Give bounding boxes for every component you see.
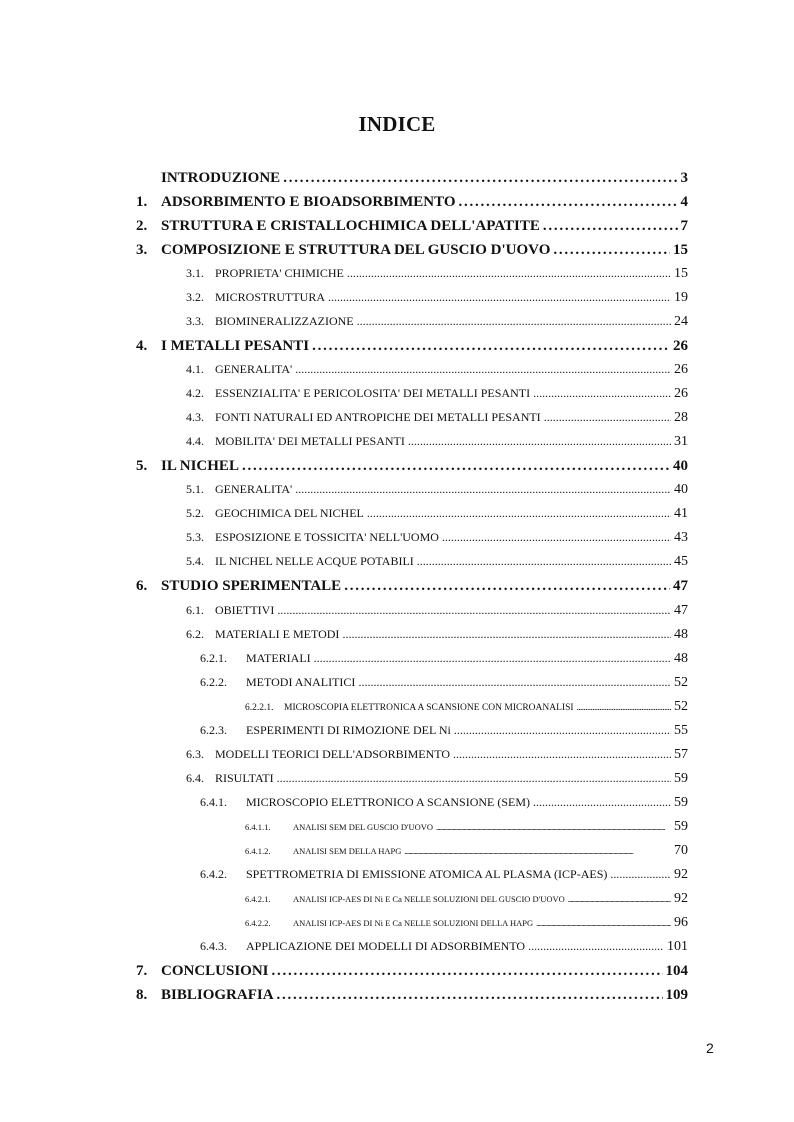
toc-entry-number: 6.4.3.	[200, 939, 227, 953]
toc-leader-dots	[528, 939, 664, 954]
toc-entry-label: ANALISI SEM DEL GUSCIO D'UOVO	[293, 822, 434, 832]
toc-leader-dots	[610, 867, 671, 882]
toc-entry-label: MATERIALI	[246, 651, 311, 665]
toc-entry-number: 6.2.3.	[200, 723, 227, 737]
toc-entry-number: 4.	[136, 338, 148, 354]
toc-entry-label: IL NICHEL	[161, 458, 239, 474]
toc-entry-label: MICROSTRUTTURA	[215, 290, 326, 304]
toc-entry-label: IL NICHEL NELLE ACQUE POTABILI	[215, 554, 414, 568]
toc-leader-dots	[454, 723, 671, 738]
toc-entry-chapter-7	[136, 963, 688, 985]
toc-entry-page: 19	[674, 290, 688, 305]
toc-entry-chapter-5	[136, 458, 688, 480]
toc-entry-page: 92	[674, 891, 688, 906]
toc-entry-number: 5.2.	[186, 506, 204, 520]
toc-entry-section-3-2	[186, 290, 688, 312]
toc-entry-number: 6.4.1.	[200, 795, 227, 809]
toc-leader-dots	[544, 410, 671, 425]
toc-entry-page: 55	[674, 723, 688, 738]
toc-entry-page: 45	[674, 554, 688, 569]
toc-entry-number: 5.1.	[186, 482, 204, 496]
toc-entry-page: 104	[665, 963, 688, 979]
toc-entry-page: 47	[673, 578, 688, 594]
toc-entry-page: 47	[674, 603, 688, 618]
toc-entry-label: CONCLUSIONI	[161, 963, 269, 979]
toc-entry-section-3-1	[186, 266, 688, 288]
toc-entry-label: SPETTROMETRIA DI EMISSIONE ATOMICA AL PLASMA (ICP-AES)	[246, 867, 608, 881]
toc-entry-chapter-2	[136, 218, 688, 240]
page-title: INDICE	[358, 112, 436, 136]
toc-entry-label: MICROSCOPIO ELETTRONICO A SCANSIONE (SEM)	[246, 795, 531, 809]
toc-leader-dots	[404, 846, 671, 856]
toc-leader-dots	[358, 675, 671, 690]
toc-entry-label: GENERALITA'	[215, 362, 293, 376]
toc-entry-number: 6.4.1.2.	[245, 846, 271, 856]
toc-entry-number: 2.	[136, 218, 148, 234]
toc-leader-dots	[533, 386, 671, 401]
toc-entry-number: 5.4.	[186, 554, 204, 568]
toc-entry-page: 40	[674, 482, 688, 497]
toc-entry-page: 52	[674, 699, 688, 714]
toc-entry-page: 92	[674, 867, 688, 882]
toc-entry-page: 48	[674, 651, 688, 666]
toc-entry-label: MOBILITA' DEI METALLI PESANTI	[215, 434, 405, 448]
toc-entry-page: 57	[674, 747, 688, 762]
toc-entry-section-6-2-2-1	[245, 699, 688, 721]
toc-entry-label: COMPOSIZIONE E STRUTTURA DEL GUSCIO D'UOVO	[161, 242, 551, 258]
toc-leader-dots	[568, 894, 671, 904]
toc-entry-number: 3.2.	[186, 290, 204, 304]
toc-entry-section-5-1	[186, 482, 688, 504]
toc-entry-section-6-4-1-1	[245, 819, 688, 841]
toc-entry-label: ANALISI ICP-AES DI Ni E Ca NELLE SOLUZIONI DEL GUSCIO D'UOVO	[293, 894, 565, 904]
toc-leader-dots	[459, 194, 678, 211]
toc-leader-dots	[533, 795, 671, 810]
toc-entry-number: 6.4.2.	[200, 867, 227, 881]
toc-entry-number: 6.3.	[186, 747, 204, 761]
toc-entry-page: 96	[674, 915, 688, 930]
toc-entry-number: 6.	[136, 578, 148, 594]
toc-entry-label: ANALISI ICP-AES DI Ni E Ca NELLE SOLUZIONI DELLA HAPG	[293, 918, 534, 928]
toc-entry-section-5-3	[186, 530, 688, 552]
toc-entry-chapter-3	[136, 242, 688, 264]
toc-entry-section-6-4-2-2	[245, 915, 688, 937]
toc-entry-section-6-4-1-2	[245, 843, 688, 865]
toc-entry-label: RISULTATI	[215, 771, 274, 785]
toc-leader-dots	[453, 747, 671, 762]
toc-entry-number: 1.	[136, 194, 148, 210]
toc-entry-label: ESPERIMENTI DI RIMOZIONE DEL Ni	[246, 723, 451, 737]
toc-entry-section-4-3	[186, 410, 688, 432]
toc-entry-page: 43	[674, 530, 688, 545]
toc-leader-dots	[342, 627, 671, 642]
toc-leader-dots	[367, 506, 671, 521]
toc-entry-section-6-2-1	[200, 651, 688, 673]
toc-entry-number: 6.4.	[186, 771, 204, 785]
toc-entry-chapter-1	[136, 194, 688, 216]
toc-entry-number: 6.4.2.2.	[245, 918, 271, 928]
toc-leader-dots	[295, 362, 671, 377]
toc-entry-number: 4.1.	[186, 362, 204, 376]
toc-leader-dots	[408, 434, 671, 449]
toc-entry-label: FONTI NATURALI ED ANTROPICHE DEI METALLI PESANTI	[215, 410, 541, 424]
toc-leader-dots	[277, 987, 663, 1004]
toc-leader-dots	[553, 242, 670, 259]
toc-entry-label: MATERIALI E METODI	[215, 627, 340, 641]
toc-entry-chapter-8	[136, 987, 688, 1009]
toc-entry-section-6-4	[186, 771, 688, 793]
toc-entry-number: 4.3.	[186, 410, 204, 424]
toc-entry-number: 6.4.1.1.	[245, 822, 271, 832]
toc-entry-page: 70	[674, 843, 688, 858]
toc-entry-label: ADSORBIMENTO E BIOADSORBIMENTO	[161, 194, 456, 210]
toc-entry-label: I METALLI PESANTI	[161, 338, 310, 354]
toc-entry-introduzione	[136, 170, 688, 192]
toc-entry-section-6-2-2	[200, 675, 688, 697]
toc-entry-page: 59	[674, 819, 688, 834]
toc-leader-dots	[442, 530, 671, 545]
toc-entry-label: ESSENZIALITA' E PERICOLOSITA' DEI METALLI PESANTI	[215, 386, 531, 400]
toc-leader-dots	[277, 603, 671, 618]
toc-entry-page: 52	[674, 675, 688, 690]
toc-leader-dots	[314, 651, 671, 666]
page-number: 2	[706, 1040, 714, 1056]
toc-entry-label: BIOMINERALIZZAZIONE	[215, 314, 354, 328]
toc-entry-number: 3.1.	[186, 266, 204, 280]
toc-leader-dots	[577, 703, 671, 713]
toc-entry-page: 26	[674, 362, 688, 377]
toc-entry-section-5-2	[186, 506, 688, 528]
toc-entry-label: STUDIO SPERIMENTALE	[161, 578, 342, 594]
toc-entry-number: 6.4.2.1.	[245, 894, 271, 904]
toc-leader-dots	[312, 338, 670, 355]
toc-leader-dots	[436, 822, 671, 832]
toc-entry-page: 15	[674, 266, 688, 281]
toc-leader-dots	[283, 170, 677, 187]
toc-entry-label: ANALISI SEM DELLA HAPG	[293, 846, 402, 856]
toc-entry-number: 6.2.2.1.	[245, 703, 274, 713]
toc-entry-section-6-4-2	[200, 867, 688, 889]
toc-entry-number: 5.3.	[186, 530, 204, 544]
toc-entry-label: MICROSCOPIA ELETTRONICA A SCANSIONE CON MICROANALISI	[284, 703, 574, 713]
toc-entry-section-5-4	[186, 554, 688, 576]
toc-entry-section-6-4-2-1	[245, 891, 688, 913]
toc-entry-number: 6.1.	[186, 603, 204, 617]
toc-entry-page: 24	[674, 314, 688, 329]
toc-entry-section-6-3	[186, 747, 688, 769]
toc-entry-number: 4.2.	[186, 386, 204, 400]
toc-entry-page: 41	[674, 506, 688, 521]
toc-leader-dots	[543, 218, 678, 235]
toc-entry-page: 4	[680, 194, 688, 210]
toc-leader-dots	[295, 482, 671, 497]
toc-entry-number: 3.	[136, 242, 148, 258]
toc-leader-dots	[272, 963, 663, 980]
toc-entry-label: OBIETTIVI	[215, 603, 275, 617]
toc-entry-page: 59	[674, 795, 688, 810]
toc-entry-number: 6.2.	[186, 627, 204, 641]
toc-entry-label: BIBLIOGRAFIA	[161, 987, 274, 1003]
toc-entry-page: 3	[680, 170, 688, 186]
toc-entry-number: 8.	[136, 987, 148, 1003]
toc-entry-page: 109	[665, 987, 688, 1003]
toc-entry-label: PROPRIETA' CHIMICHE	[215, 266, 344, 280]
toc-leader-dots	[417, 554, 671, 569]
toc-leader-dots	[536, 918, 671, 928]
toc-entry-number: 7.	[136, 963, 148, 979]
toc-entry-number: 6.2.2.	[200, 675, 227, 689]
toc-entry-page: 101	[667, 939, 688, 954]
toc-entry-number: 4.4.	[186, 434, 204, 448]
toc-entry-page: 26	[674, 386, 688, 401]
toc-entry-page: 26	[673, 338, 688, 354]
toc-entry-label: APPLICAZIONE DEI MODELLI DI ADSORBIMENTO	[246, 939, 526, 953]
toc-entry-section-3-3	[186, 314, 688, 336]
toc-entry-label: MODELLI TEORICI DELL'ADSORBIMENTO	[215, 747, 451, 761]
toc-entry-label: INTRODUZIONE	[161, 170, 281, 186]
toc-entry-label: STRUTTURA E CRISTALLOCHIMICA DELL'APATITE	[161, 218, 540, 234]
toc-entry-label: GEOCHIMICA DEL NICHEL	[215, 506, 364, 520]
toc-entry-page: 7	[680, 218, 688, 234]
toc-entry-number: 3.3.	[186, 314, 204, 328]
toc-entry-number: 5.	[136, 458, 148, 474]
toc-leader-dots	[357, 314, 671, 329]
toc-leader-dots	[344, 578, 670, 595]
toc-entry-page: 59	[674, 771, 688, 786]
toc-entry-page: 48	[674, 627, 688, 642]
toc-entry-page: 28	[674, 410, 688, 425]
toc-entry-label: METODI ANALITICI	[246, 675, 356, 689]
toc-entry-page: 31	[674, 434, 688, 449]
toc-entry-number: 6.2.1.	[200, 651, 227, 665]
toc-entry-chapter-6	[136, 578, 688, 600]
toc-entry-section-6-4-1	[200, 795, 688, 817]
toc-leader-dots	[347, 266, 671, 281]
toc-entry-label: GENERALITA'	[215, 482, 293, 496]
toc-entry-page: 15	[673, 242, 688, 258]
toc-entry-section-4-4	[186, 434, 688, 456]
toc-entry-section-4-2	[186, 386, 688, 408]
toc-entry-section-4-1	[186, 362, 688, 384]
toc-entry-section-6-2	[186, 627, 688, 649]
toc-leader-dots	[277, 771, 671, 786]
toc-leader-dots	[242, 458, 670, 475]
toc-entry-section-6-1	[186, 603, 688, 625]
toc-entry-chapter-4	[136, 338, 688, 360]
toc-entry-label: ESPOSIZIONE E TOSSICITA' NELL'UOMO	[215, 530, 439, 544]
toc-entry-section-6-2-3	[200, 723, 688, 745]
toc-entry-section-6-4-3	[200, 939, 688, 961]
toc-leader-dots	[328, 290, 671, 305]
toc-entry-page: 40	[673, 458, 688, 474]
